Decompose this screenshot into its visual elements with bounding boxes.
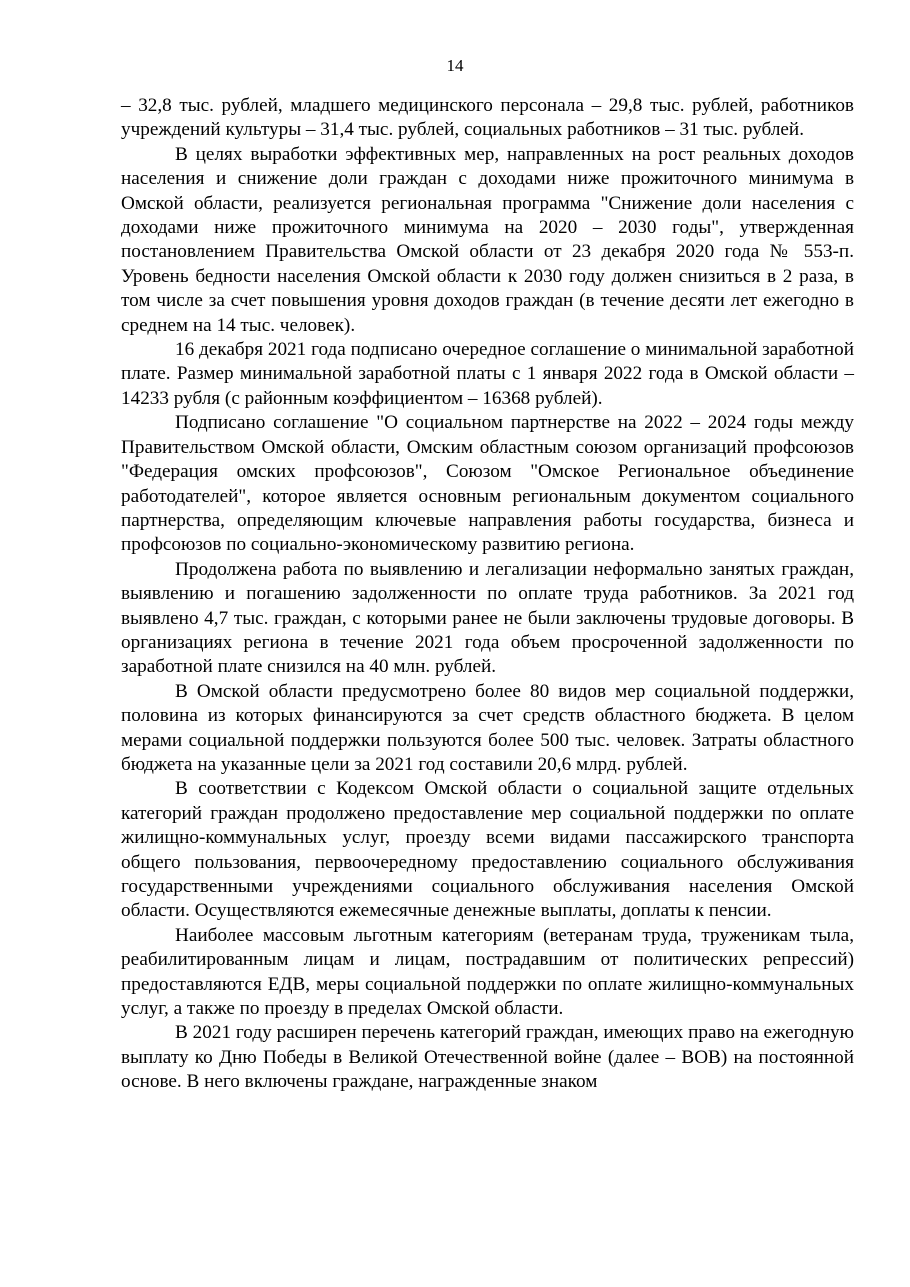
paragraph-salaries-continued: – 32,8 тыс. рублей, младшего медицинского персонала – 29,8 тыс. рублей, работников учреждений культуры – 31,4 тыс. рублей, социальных работников – 31 тыс. рублей. [121, 95, 854, 141]
page-number: 14 [446, 56, 464, 75]
paragraph-victory-day-payment: В 2021 году расширен перечень категорий граждан, имеющих право на ежегодную выплату ко Дню Победы в Великой Отечественной войне (далее – ВОВ) на постоянной основе. В него включены граждане, награжденные знаком [121, 1022, 854, 1093]
paragraph-benefit-categories: Наиболее массовым льготным категориям (ветеранам труда, труженикам тыла, реабилитированным лицам и лицам, пострадавшим от политических репрессий) предоставляются ЕДВ, меры социальной поддержки по оплате жилищно-коммунальных услуг, а также по проезду в пределах Омской области. [121, 924, 854, 1020]
document-body [121, 94, 854, 1095]
paragraph-social-partnership: Подписано соглашение "О социальном партнерстве на 2022 – 2024 годы между Правительством Омской области, Омским областным союзом организаций профсоюзов "Федерация омских профсоюзов", Союзом "Омское Региональное объединение работодателей", которое является основным региональным документом социального партнерства, определяющим ключевые направления работы государства, бизнеса и профсоюзов по социально-экономическому развитию региона. [121, 412, 854, 556]
paragraph-minimum-wage: 16 декабря 2021 года подписано очередное соглашение о минимальной заработной плате. Размер минимальной заработной платы с 1 января 2022 года в Омской области – 14233 рубля (с районным коэффициентом – 16368 рублей). [121, 339, 854, 409]
paragraph-poverty-program: В целях выработки эффективных мер, направленных на рост реальных доходов населения и снижение доли граждан с доходами ниже прожиточного минимума в Омской области, реализуется региональная программа "Снижение доли населения с доходами ниже прожиточного минимума на 2020 – 2030 годы", утвержденная постановлением Правительства Омской области от 23 декабря 2020 года № 553-п. Уровень бедности населения Омской области к 2030 году должен снизиться в 2 раза, в том числе за счет повышения уровня доходов граждан (в течение десяти лет ежегодно в среднем на 14 тыс. человек). [121, 143, 854, 336]
paragraph-social-support-measures: В Омской области предусмотрено более 80 видов мер социальной поддержки, половина из которых финансируются за счет средств областного бюджета. В целом мерами социальной поддержки пользуются более 500 тыс. человек. Затраты областного бюджета на указанные цели за 2021 год составили 20,6 млрд. рублей. [121, 680, 854, 775]
paragraph-informal-employment: Продолжена работа по выявлению и легализации неформально занятых граждан, выявлению и погашению задолженности по оплате труда работников. За 2021 год выявлено 4,7 тыс. граждан, с которыми ранее не были заключены трудовые договоры. В организациях региона в течение 2021 года объем просроченной задолженности по заработной плате снизился на 40 млн. рублей. [121, 558, 854, 678]
paragraph-social-protection-code: В соответствии с Кодексом Омской области о социальной защите отдельных категорий граждан продолжено предоставление мер социальной поддержки по оплате жилищно-коммунальных услуг, проезду всеми видами пассажирского транспорта общего пользования, первоочередному предоставлению социального обслуживания государственными учреждениями социального обслуживания населения Омской области. Осуществляются ежемесячные денежные выплаты, доплаты к пенсии. [121, 778, 854, 922]
